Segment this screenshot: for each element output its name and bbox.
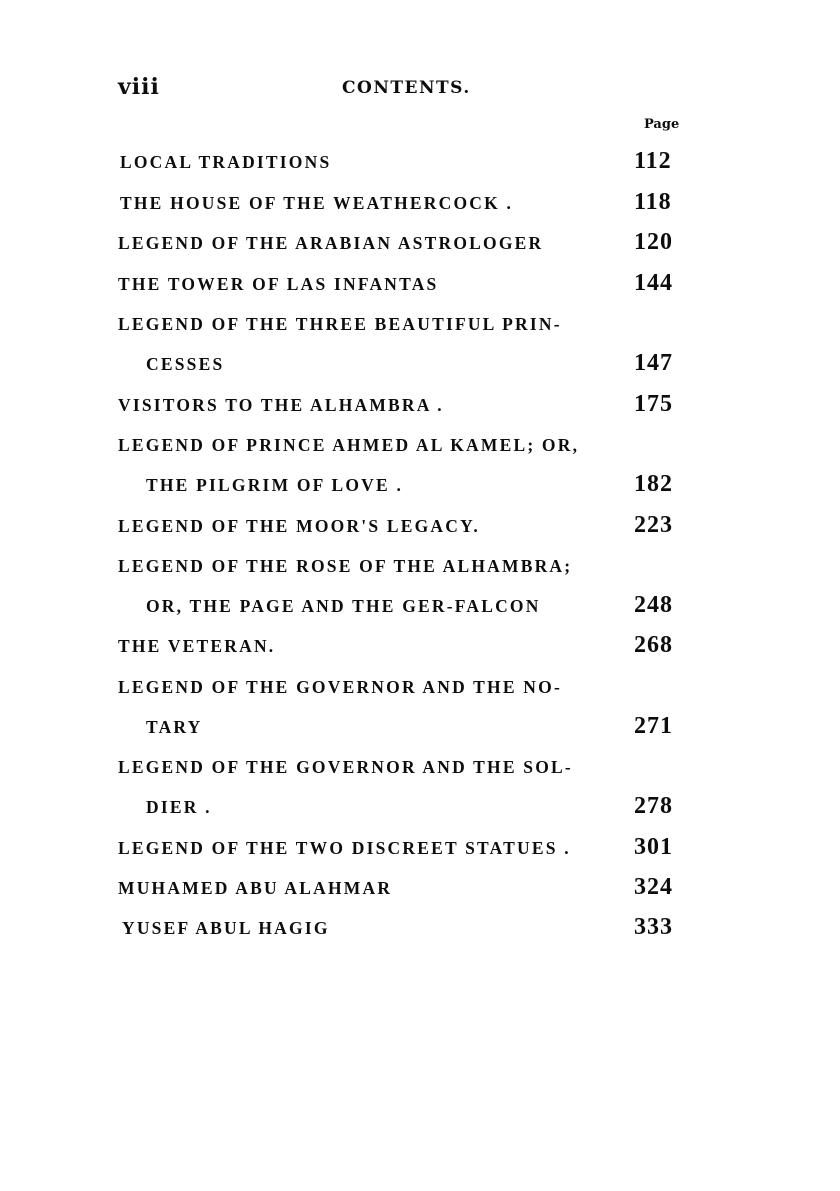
entry-title: LEGEND OF THE GOVERNOR AND THE NO-	[118, 677, 562, 697]
entry-title: LEGEND OF PRINCE AHMED AL KAMEL; OR,	[118, 435, 580, 455]
entry-page-number: 147	[634, 350, 673, 376]
entry-page-number: 271	[634, 713, 673, 739]
entry-title: THE VETERAN.	[118, 636, 276, 656]
entry-title: MUHAMED ABU ALAHMAR	[118, 878, 393, 898]
entry-page-number: 223	[634, 512, 673, 538]
toc-entry	[0, 227, 840, 261]
entry-title: LEGEND OF THE MOOR'S LEGACY.	[118, 516, 480, 536]
entry-title: CESSES	[146, 354, 225, 374]
entry-page-number: 333	[634, 914, 673, 940]
entry-title: TARY	[146, 717, 203, 737]
toc-entry	[0, 791, 840, 825]
toc-entry	[0, 872, 840, 906]
entry-page-number: 248	[634, 592, 673, 618]
entry-page-number: 301	[634, 834, 673, 860]
toc-entry	[0, 751, 840, 785]
toc-entry	[0, 389, 840, 423]
toc-entry	[0, 510, 840, 544]
toc-entry	[0, 268, 840, 302]
page-title: CONTENTS.	[342, 78, 471, 98]
toc-entry	[0, 711, 840, 745]
toc-entry	[0, 146, 840, 180]
page-column-label: Page	[644, 117, 680, 132]
entry-page-number: 144	[634, 270, 673, 296]
toc-entry	[0, 550, 840, 584]
toc-entry	[0, 590, 840, 624]
toc-entry	[0, 912, 840, 946]
entry-title: THE TOWER OF LAS INFANTAS	[118, 274, 439, 294]
toc-entry	[0, 308, 840, 342]
entry-page-number: 118	[634, 189, 672, 215]
toc-entry	[0, 630, 840, 664]
toc-entry	[0, 469, 840, 503]
entry-page-number: 324	[634, 874, 673, 900]
entry-title: LEGEND OF THE THREE BEAUTIFUL PRIN-	[118, 314, 562, 334]
entry-title: OR, THE PAGE AND THE GER-FALCON	[146, 596, 541, 616]
page-number: viii	[118, 74, 160, 100]
entry-page-number: 182	[634, 471, 673, 497]
entry-page-number: 268	[634, 632, 673, 658]
entry-page-number: 120	[634, 229, 673, 255]
entry-title: LEGEND OF THE ROSE OF THE ALHAMBRA;	[118, 556, 573, 576]
entry-title: LEGEND OF THE GOVERNOR AND THE SOL-	[118, 757, 573, 777]
entry-page-number: 175	[634, 391, 673, 417]
entry-title: VISITORS TO THE ALHAMBRA .	[118, 395, 444, 415]
entry-title: YUSEF ABUL HAGIG	[122, 918, 330, 938]
entry-page-number: 278	[634, 793, 673, 819]
toc-entry	[0, 429, 840, 463]
toc-entry	[0, 348, 840, 382]
entry-title: LOCAL TRADITIONS	[120, 152, 332, 172]
entry-page-number: 112	[634, 148, 672, 174]
entry-title: THE PILGRIM OF LOVE .	[146, 475, 404, 495]
toc-entry	[0, 832, 840, 866]
entry-title: LEGEND OF THE ARABIAN ASTROLOGER	[118, 233, 544, 253]
entry-title: THE HOUSE OF THE WEATHERCOCK .	[120, 193, 514, 213]
entry-title: LEGEND OF THE TWO DISCREET STATUES .	[118, 838, 571, 858]
entry-title: DIER .	[146, 797, 212, 817]
toc-entry	[0, 187, 840, 221]
toc-entry	[0, 671, 840, 705]
